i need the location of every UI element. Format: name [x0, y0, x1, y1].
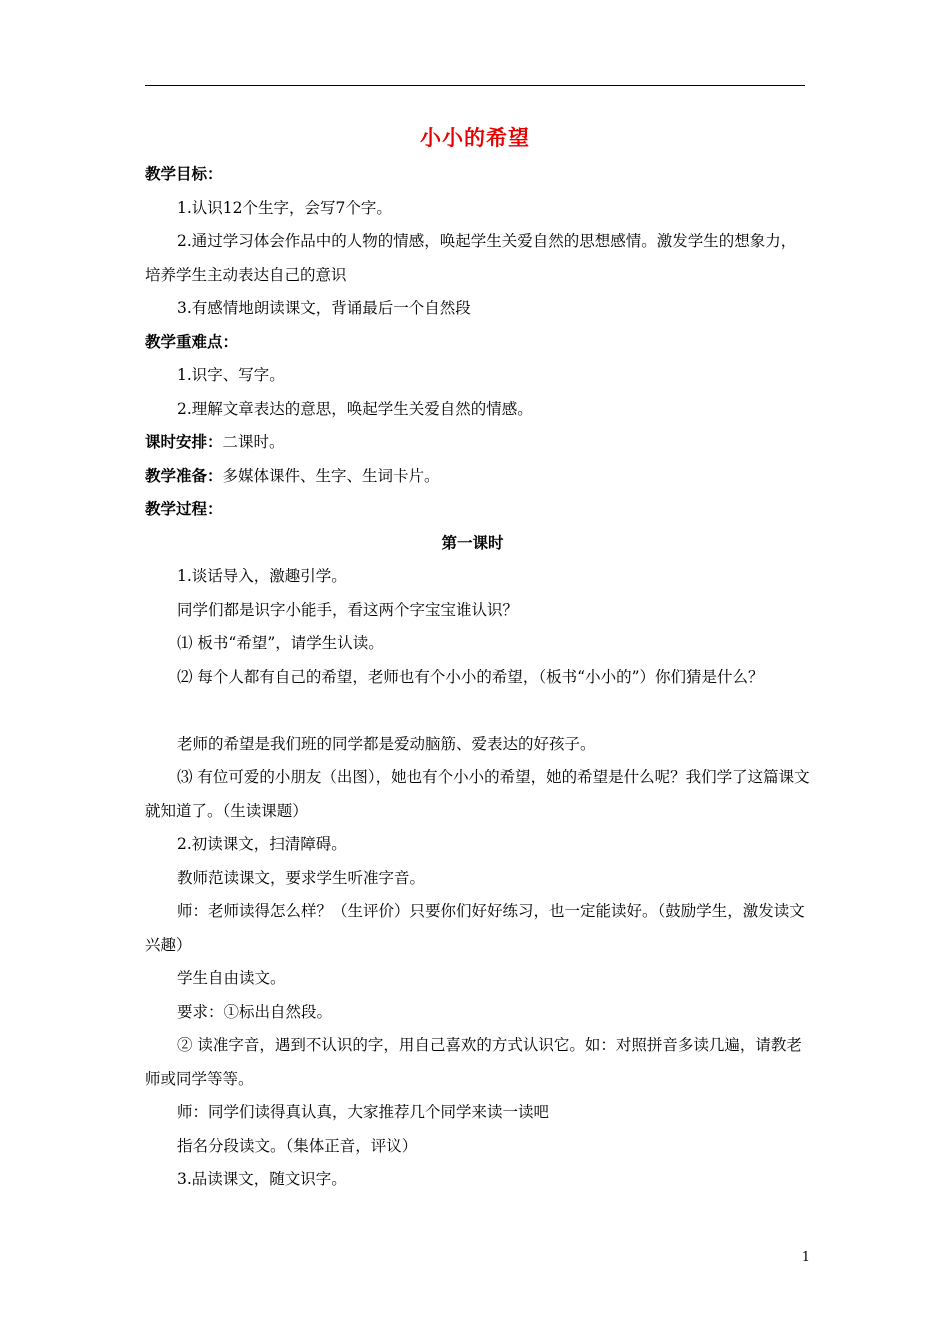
process-paragraph: ⑴ 板书“希望”，请学生认读。 — [177, 634, 384, 652]
page-title: 小小的希望 — [420, 126, 530, 150]
key-point-item: 1.识字、写字。 — [177, 366, 285, 384]
preparation-row — [145, 460, 810, 494]
process-heading: 教学过程： — [145, 500, 223, 518]
lesson-heading: 第一课时 — [441, 533, 504, 552]
page-number: 1 — [801, 1250, 810, 1265]
process-paragraph: 2.初读课文，扫清障碍。 — [177, 835, 347, 853]
process-paragraph: ⑶ 有位可爱的小朋友（出图），她也有个小小的希望，她的希望是什么呢？我们学了这篇课文就知道了。（生读课题） — [145, 768, 810, 820]
process-paragraph: ② 读准字音，遇到不认识的字，用自己喜欢的方式认识它。如：对照拼音多读几遍，请教老师或同学等等。 — [145, 1036, 802, 1088]
key-points-heading: 教学重难点： — [145, 332, 239, 351]
blank-line — [145, 694, 810, 728]
schedule-row — [145, 426, 810, 460]
process-paragraph: 1.谈话导入，激趣引学。 — [177, 567, 347, 585]
key-point-item: 2.理解文章表达的意思，唤起学生关爱自然的情感。 — [177, 399, 533, 418]
preparation-label: 教学准备： — [145, 466, 223, 485]
preparation-value: 多媒体课件、生字、生词卡片。 — [222, 466, 440, 485]
process-paragraph: 要求：①标出自然段。 — [177, 1002, 333, 1021]
process-paragraph: ⑵ 每个人都有自己的希望，老师也有个小小的希望，（板书“小小的”）你们猜是什么？ — [177, 667, 764, 686]
process-paragraph: 3.品读课文，随文识字。 — [177, 1170, 347, 1188]
process-paragraph: 学生自由读文。 — [177, 969, 286, 987]
goal-item: 1.认识12个生字，会写7个字。 — [177, 198, 392, 217]
document-body — [145, 158, 810, 1197]
schedule-value: 二课时。 — [222, 433, 285, 451]
goal-item: 2.通过学习体会作品中的人物的情感，唤起学生关爱自然的思想感情。激发学生的想象力，培养学生主动表达自己的意识 — [145, 232, 797, 284]
process-paragraph: 师：老师读得怎么样？（生评价）只要你们好好练习，也一定能读好。（鼓励学生，激发读文兴趣） — [145, 902, 805, 954]
process-paragraph: 同学们都是识字小能手，看这两个字宝宝谁认识？ — [177, 600, 519, 619]
process-paragraph: 老师的希望是我们班的同学都是爱动脑筋、爱表达的好孩子。 — [177, 734, 596, 753]
schedule-label: 课时安排： — [145, 433, 223, 451]
header-rule — [145, 85, 805, 86]
goals-heading: 教学目标： — [145, 165, 223, 183]
process-paragraph: 指名分段读文。（集体正音，评议） — [177, 1136, 418, 1155]
goal-item: 3.有感情地朗读课文，背诵最后一个自然段 — [177, 299, 471, 317]
process-paragraph: 教师范读课文，要求学生听准字音。 — [177, 868, 426, 887]
process-paragraph: 师：同学们读得真认真，大家推荐几个同学来读一读吧 — [177, 1103, 550, 1121]
